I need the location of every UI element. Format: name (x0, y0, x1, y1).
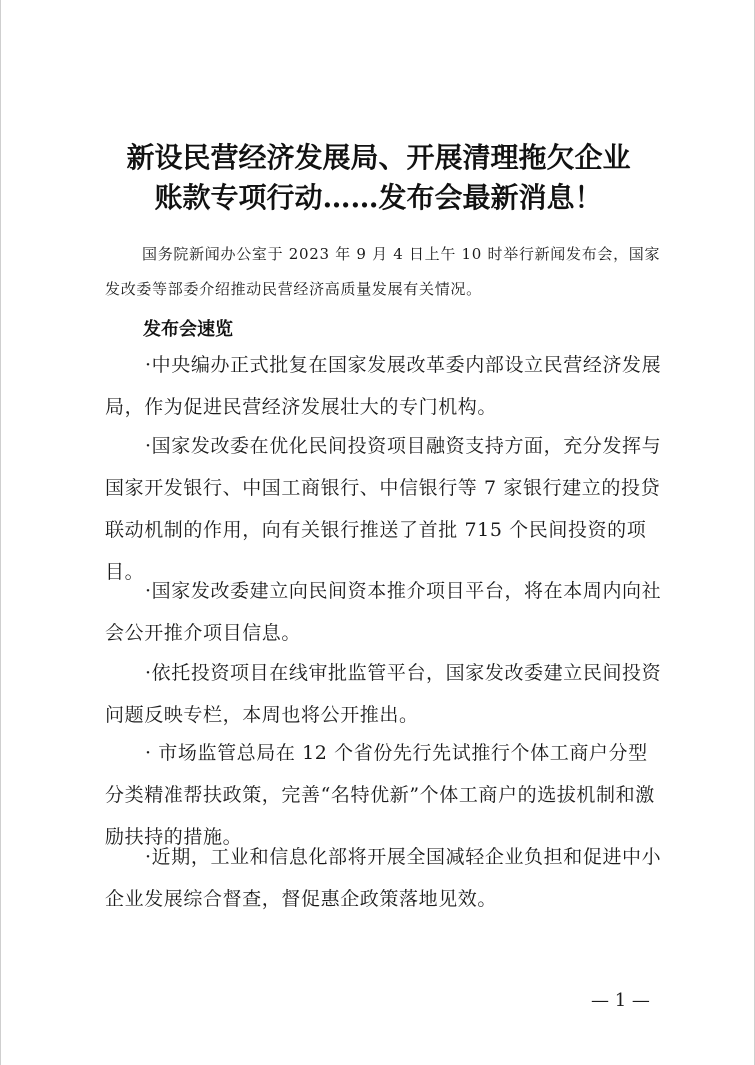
bullet-item: ·中央编办正式批复在国家发展改革委内部设立民营经济发展局，作为促进民营经济发展壮大的专门机构。 (105, 354, 662, 418)
intro-paragraph: 国务院新闻办公室于 2023 年 9 月 4 日上午 10 时举行新闻发布会，国家发改委等部委介绍推动民营经济高质量发展有关情况。 (105, 245, 661, 298)
bullet-item: ·国家发改委在优化民间投资项目融资支持方面，充分发挥与国家开发银行、中国工商银行、中信银行等 7 家银行建立的投贷联动机制的作用，向有关银行推送了首批 715 个民间投资的项目。 (105, 435, 662, 583)
section-heading: 发布会速览 (143, 319, 233, 340)
document-title-line-1: 新设民营经济发展局、开展清理拖欠企业 (126, 141, 631, 174)
bullet-item: ·依托投资项目在线审批监管平台，国家发改委建立民间投资问题反映专栏，本周也将公开推出。 (105, 662, 662, 726)
page-number: — 1 — (591, 990, 650, 1011)
bullet-item: ·国家发改委建立向民间资本推介项目平台，将在本周内向社会公开推介项目信息。 (105, 580, 662, 644)
document-title-line-2: 账款专项行动……发布会最新消息！ (154, 181, 603, 214)
bullet-item: ·近期，工业和信息化部将开展全国减轻企业负担和促进中小企业发展综合督查，督促惠企政策落地见效。 (105, 846, 662, 910)
bullet-item: · 市场监管总局在 12 个省份先行先试推行个体工商户分型分类精准帮扶政策，完善“名特优新”个体工商户的选拔机制和激励扶持的措施。 (105, 742, 655, 848)
